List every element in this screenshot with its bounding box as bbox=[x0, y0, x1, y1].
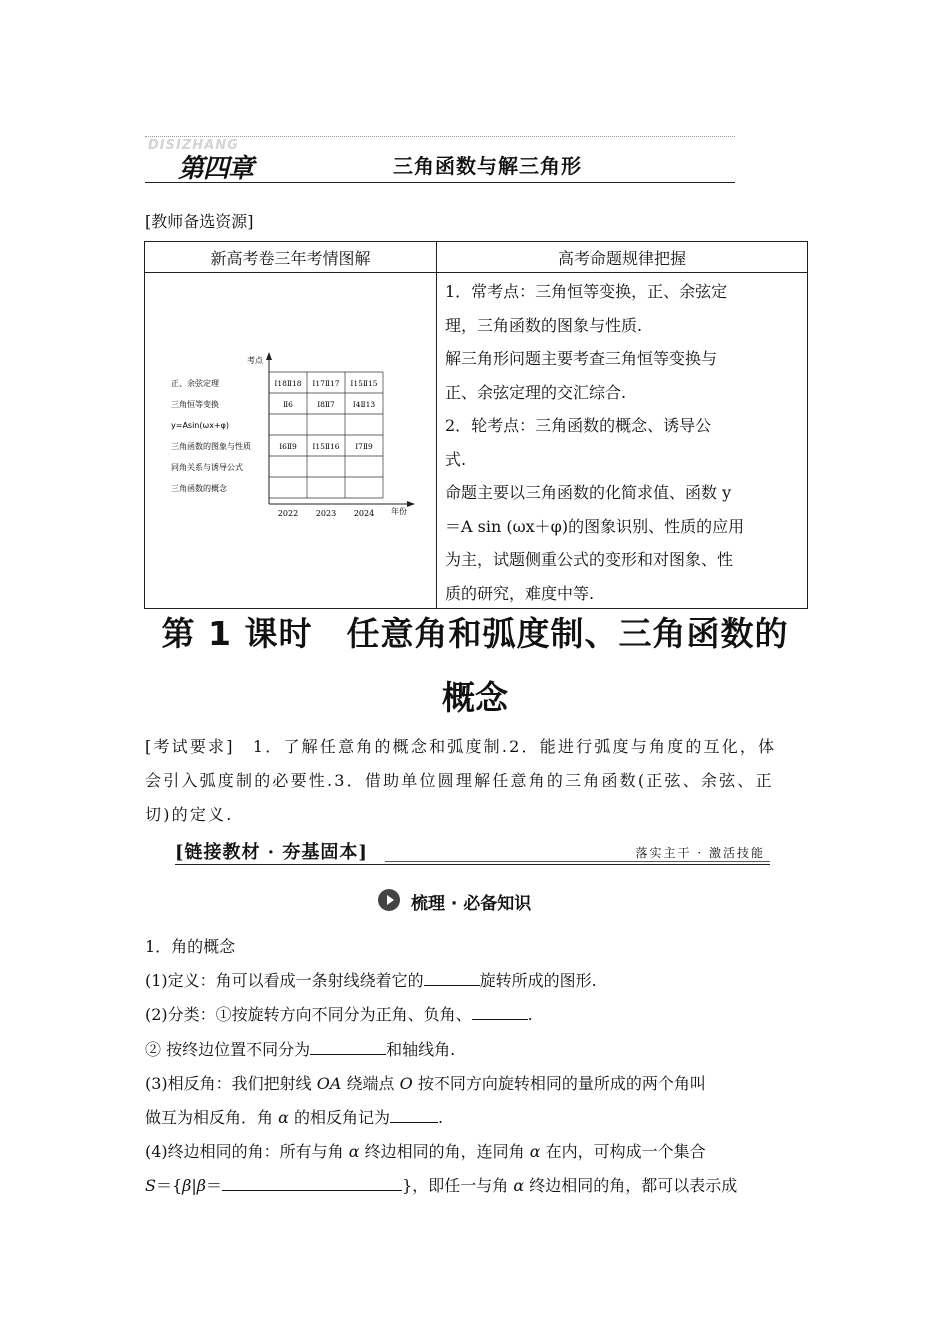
content-line bbox=[145, 1067, 807, 1101]
fill-blank[interactable] bbox=[390, 1104, 438, 1123]
x-axis-label: 年份 bbox=[391, 507, 407, 516]
table-header-left: 新高考卷三年考情图解 bbox=[210, 249, 371, 268]
cell-label: Ⅰ4Ⅱ13 bbox=[352, 400, 376, 409]
row-label: 三角函数的概念 bbox=[171, 484, 227, 493]
text: (4)终边相同的角：所有与角 bbox=[145, 1142, 349, 1162]
pattern-line: 解三角形问题主要考查三角恒等变换与 bbox=[445, 349, 718, 368]
text: 终边相同的角，都可以表示成 bbox=[524, 1176, 738, 1196]
text: | bbox=[191, 1176, 197, 1196]
pattern-line: 为主，试题侧重公式的变形和对图象、性 bbox=[445, 550, 734, 569]
knowledge-content bbox=[145, 930, 807, 1204]
text: }，即任一与角 bbox=[402, 1176, 514, 1196]
text: . bbox=[527, 1005, 533, 1025]
requirement-line: [考试要求] 1．了解任意角的概念和弧度制.2．能进行弧度与角度的互化，体 bbox=[145, 737, 777, 756]
banner-rule bbox=[175, 864, 770, 865]
math-var: β bbox=[196, 1176, 207, 1196]
cell-label: Ⅱ6 bbox=[283, 400, 293, 409]
cell-labels bbox=[274, 379, 377, 451]
fill-blank[interactable] bbox=[222, 1172, 402, 1191]
pattern-line: 式. bbox=[445, 449, 467, 469]
pattern-line: 质的研究，难度中等. bbox=[445, 583, 595, 603]
cell-label: Ⅰ18Ⅱ18 bbox=[274, 379, 302, 388]
chapter-pinyin: DISIZHANG bbox=[148, 138, 239, 153]
subsection-title: 梳理 · 必备知识 bbox=[411, 894, 532, 914]
content-line bbox=[145, 1135, 807, 1169]
row-label: 三角恒等变换 bbox=[171, 400, 219, 409]
row-label: 三角函数的图象与性质 bbox=[171, 442, 251, 451]
content-line bbox=[145, 1169, 807, 1203]
pattern-line: 理，三角函数的图象与性质. bbox=[445, 315, 643, 335]
requirement-line: 切)的定义. bbox=[145, 805, 234, 824]
play-icon bbox=[378, 889, 400, 911]
pattern-line: ＝A sin (ωx＋φ)的图象识别、性质的应用 bbox=[445, 516, 745, 536]
y-axis-label: 考点 bbox=[247, 356, 263, 365]
exam-grid-figure bbox=[169, 350, 419, 530]
heading-angle-concept: 1．角的概念 bbox=[145, 937, 236, 956]
text: (3)相反角：我们把射线 bbox=[145, 1073, 317, 1093]
table-divider bbox=[436, 242, 437, 608]
requirement-line: 会引入弧度制的必要性.3．借助单位圆理解任意角的三角函数(正弦、余弦、正 bbox=[145, 771, 774, 790]
pattern-line: 2．轮考点：三角函数的概念、诱导公 bbox=[445, 416, 712, 435]
cell-label: Ⅰ17Ⅱ17 bbox=[312, 379, 340, 388]
text: 和轴线角. bbox=[386, 1039, 456, 1059]
header-rule bbox=[145, 182, 735, 183]
text: (1)定义：角可以看成一条射线绕着它的 bbox=[145, 971, 424, 991]
cell-label: Ⅰ15Ⅱ15 bbox=[350, 379, 378, 388]
y-axis-arrow bbox=[266, 352, 272, 360]
banner-subtitle: 落实主干 · 激活技能 bbox=[635, 846, 765, 860]
teacher-resource-label: [教师备选资源] bbox=[145, 212, 254, 231]
text: ② 按终边位置不同分为 bbox=[145, 1039, 311, 1059]
chapter-number: 第四章 bbox=[178, 154, 254, 184]
math-var: α bbox=[513, 1176, 525, 1196]
math-var: O bbox=[399, 1073, 413, 1093]
row-label: 正、余弦定理 bbox=[171, 379, 219, 388]
pattern-line: 命题主要以三角函数的化简求值、函数 y bbox=[445, 483, 732, 502]
year-label: 2022 bbox=[277, 509, 299, 518]
chapter-title: 三角函数与解三角形 bbox=[393, 154, 582, 178]
grid-lines bbox=[269, 372, 383, 498]
table-header-right: 高考命题规律把握 bbox=[557, 249, 686, 268]
text: 在内，可构成一个集合 bbox=[540, 1142, 706, 1162]
math-var: α bbox=[529, 1142, 541, 1162]
cell-label: Ⅰ15Ⅱ16 bbox=[312, 442, 340, 451]
pattern-line: 正、余弦定理的交汇综合. bbox=[445, 382, 627, 402]
content-line bbox=[145, 1033, 807, 1067]
cell-label: Ⅰ7Ⅱ9 bbox=[355, 442, 373, 451]
cell-label: Ⅰ8Ⅱ7 bbox=[317, 400, 335, 409]
text: 做互为相反角．角 bbox=[145, 1108, 279, 1128]
text: 终边相同的角，连同角 bbox=[359, 1142, 530, 1162]
year-labels bbox=[278, 509, 374, 518]
math-var: α bbox=[278, 1108, 289, 1128]
text: 旋转所成的图形. bbox=[479, 971, 597, 991]
year-label: 2023 bbox=[315, 509, 337, 518]
pattern-line: 1．常考点：三角恒等变换，正、余弦定 bbox=[445, 282, 728, 301]
math-var: OA bbox=[316, 1073, 342, 1093]
math-var: α bbox=[348, 1142, 360, 1162]
x-axis-arrow bbox=[407, 501, 415, 507]
math-var: β bbox=[182, 1176, 192, 1196]
year-label: 2024 bbox=[353, 509, 375, 518]
text: 按不同方向旋转相同的量所成的两个角叫 bbox=[412, 1073, 706, 1093]
math-var: S bbox=[145, 1176, 156, 1196]
exam-analysis-table bbox=[144, 241, 808, 609]
lesson-title-line1: 第 1 课时 任意角和弧度制、三角函数的 bbox=[161, 614, 789, 653]
lesson-title-line2: 概念 bbox=[442, 678, 508, 717]
text: (2)分类：①按旋转方向不同分为正角、负角、 bbox=[145, 1005, 472, 1025]
content-line bbox=[145, 930, 807, 964]
text: 的相反角记为 bbox=[288, 1108, 390, 1128]
content-line bbox=[145, 1101, 807, 1135]
cell-label: Ⅰ6Ⅱ9 bbox=[279, 442, 297, 451]
text: 绕端点 bbox=[341, 1073, 400, 1093]
text: ＝{ bbox=[155, 1176, 183, 1196]
row-label: y=Asin(ωx+φ) bbox=[171, 421, 230, 430]
table-header-rule bbox=[145, 272, 807, 273]
exam-pattern-text bbox=[445, 275, 801, 610]
fill-blank[interactable] bbox=[472, 1001, 528, 1020]
content-line bbox=[145, 964, 807, 998]
section-banner bbox=[175, 838, 770, 864]
exam-requirements bbox=[145, 730, 807, 832]
fill-blank[interactable] bbox=[310, 1036, 386, 1055]
header-dotted-rule bbox=[145, 136, 735, 137]
banner-title: [链接教材 · 夯基固本] bbox=[175, 842, 368, 863]
banner-thin-rule bbox=[385, 861, 770, 862]
row-label: 同角关系与诱导公式 bbox=[171, 463, 243, 472]
content-line bbox=[145, 998, 807, 1032]
text: . bbox=[438, 1108, 444, 1128]
fill-blank[interactable] bbox=[424, 967, 480, 986]
text: ＝ bbox=[206, 1176, 223, 1196]
row-labels bbox=[171, 378, 251, 493]
